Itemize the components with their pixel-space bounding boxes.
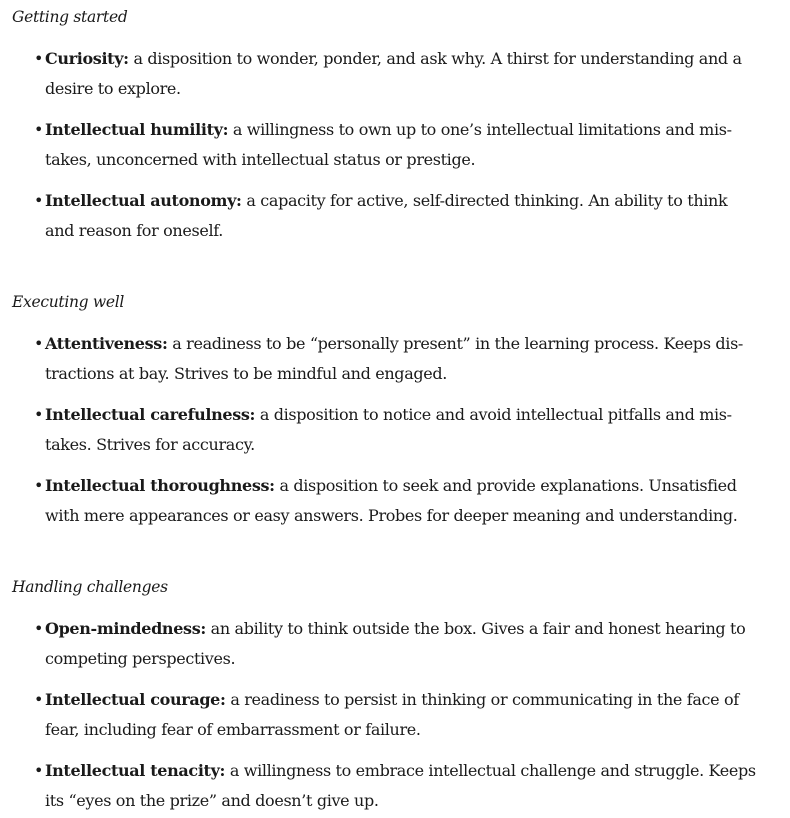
section-heading: Getting started — [12, 8, 128, 26]
item-text: a willingness to own up to one’s intellectual limitations and mis- — [228, 120, 732, 139]
item-line: and reason for oneself. — [45, 221, 223, 240]
item-line — [45, 756, 756, 786]
item-term: Open-mindedness: — [45, 619, 206, 638]
bullet-icon: • — [34, 690, 44, 709]
item-line: with mere appearances or easy answers. Probes for deeper meaning and understanding. — [45, 506, 738, 525]
item-term: Attentiveness: — [45, 334, 168, 353]
item-line — [45, 329, 743, 359]
item-line: takes, unconcerned with intellectual status or prestige. — [45, 150, 476, 169]
item-line — [45, 115, 732, 145]
bullet-icon: • — [34, 405, 44, 424]
bullet-icon: • — [34, 191, 44, 210]
item-line — [45, 186, 727, 216]
item-text: a disposition to seek and provide explanations. Unsatisfied — [274, 476, 737, 495]
bullet-icon: • — [34, 120, 44, 139]
item-term: Intellectual autonomy: — [45, 191, 242, 210]
item-line: its “eyes on the prize” and doesn’t give up. — [45, 791, 379, 810]
bullet-icon: • — [34, 334, 44, 353]
item-text: an ability to think outside the box. Gives a fair and honest hearing to — [205, 619, 746, 638]
item-line: fear, including fear of embarrassment or failure. — [45, 720, 421, 739]
bullet-icon: • — [34, 619, 44, 638]
item-line — [45, 685, 739, 715]
item-term: Intellectual carefulness: — [45, 405, 256, 424]
item-line — [45, 400, 732, 430]
bullet-icon: • — [34, 476, 44, 495]
item-line: takes. Strives for accuracy. — [45, 435, 255, 454]
item-line — [45, 614, 745, 644]
bullet-icon: • — [34, 761, 44, 780]
item-term: Intellectual courage: — [45, 690, 226, 709]
item-line: desire to explore. — [45, 79, 181, 98]
item-text: a readiness to be “personally present” in the learning process. Keeps dis- — [167, 334, 743, 353]
item-line — [45, 44, 742, 74]
item-term: Intellectual tenacity: — [45, 761, 226, 780]
item-text: a disposition to wonder, ponder, and ask why. A thirst for understanding and a — [128, 49, 742, 68]
section-heading: Handling challenges — [12, 578, 168, 596]
item-line: competing perspectives. — [45, 649, 236, 668]
item-text: a disposition to notice and avoid intellectual pitfalls and mis- — [255, 405, 732, 424]
section-heading: Executing well — [12, 293, 125, 311]
item-line: tractions at bay. Strives to be mindful and engaged. — [45, 364, 448, 383]
item-text: a capacity for active, self-directed thinking. An ability to think — [241, 191, 728, 210]
bullet-icon: • — [34, 49, 44, 68]
item-term: Intellectual thoroughness: — [45, 476, 275, 495]
item-text: a readiness to persist in thinking or communicating in the face of — [225, 690, 739, 709]
item-term: Intellectual humility: — [45, 120, 229, 139]
item-term: Curiosity: — [45, 49, 129, 68]
item-text: a willingness to embrace intellectual challenge and struggle. Keeps — [225, 761, 756, 780]
item-line — [45, 471, 737, 501]
